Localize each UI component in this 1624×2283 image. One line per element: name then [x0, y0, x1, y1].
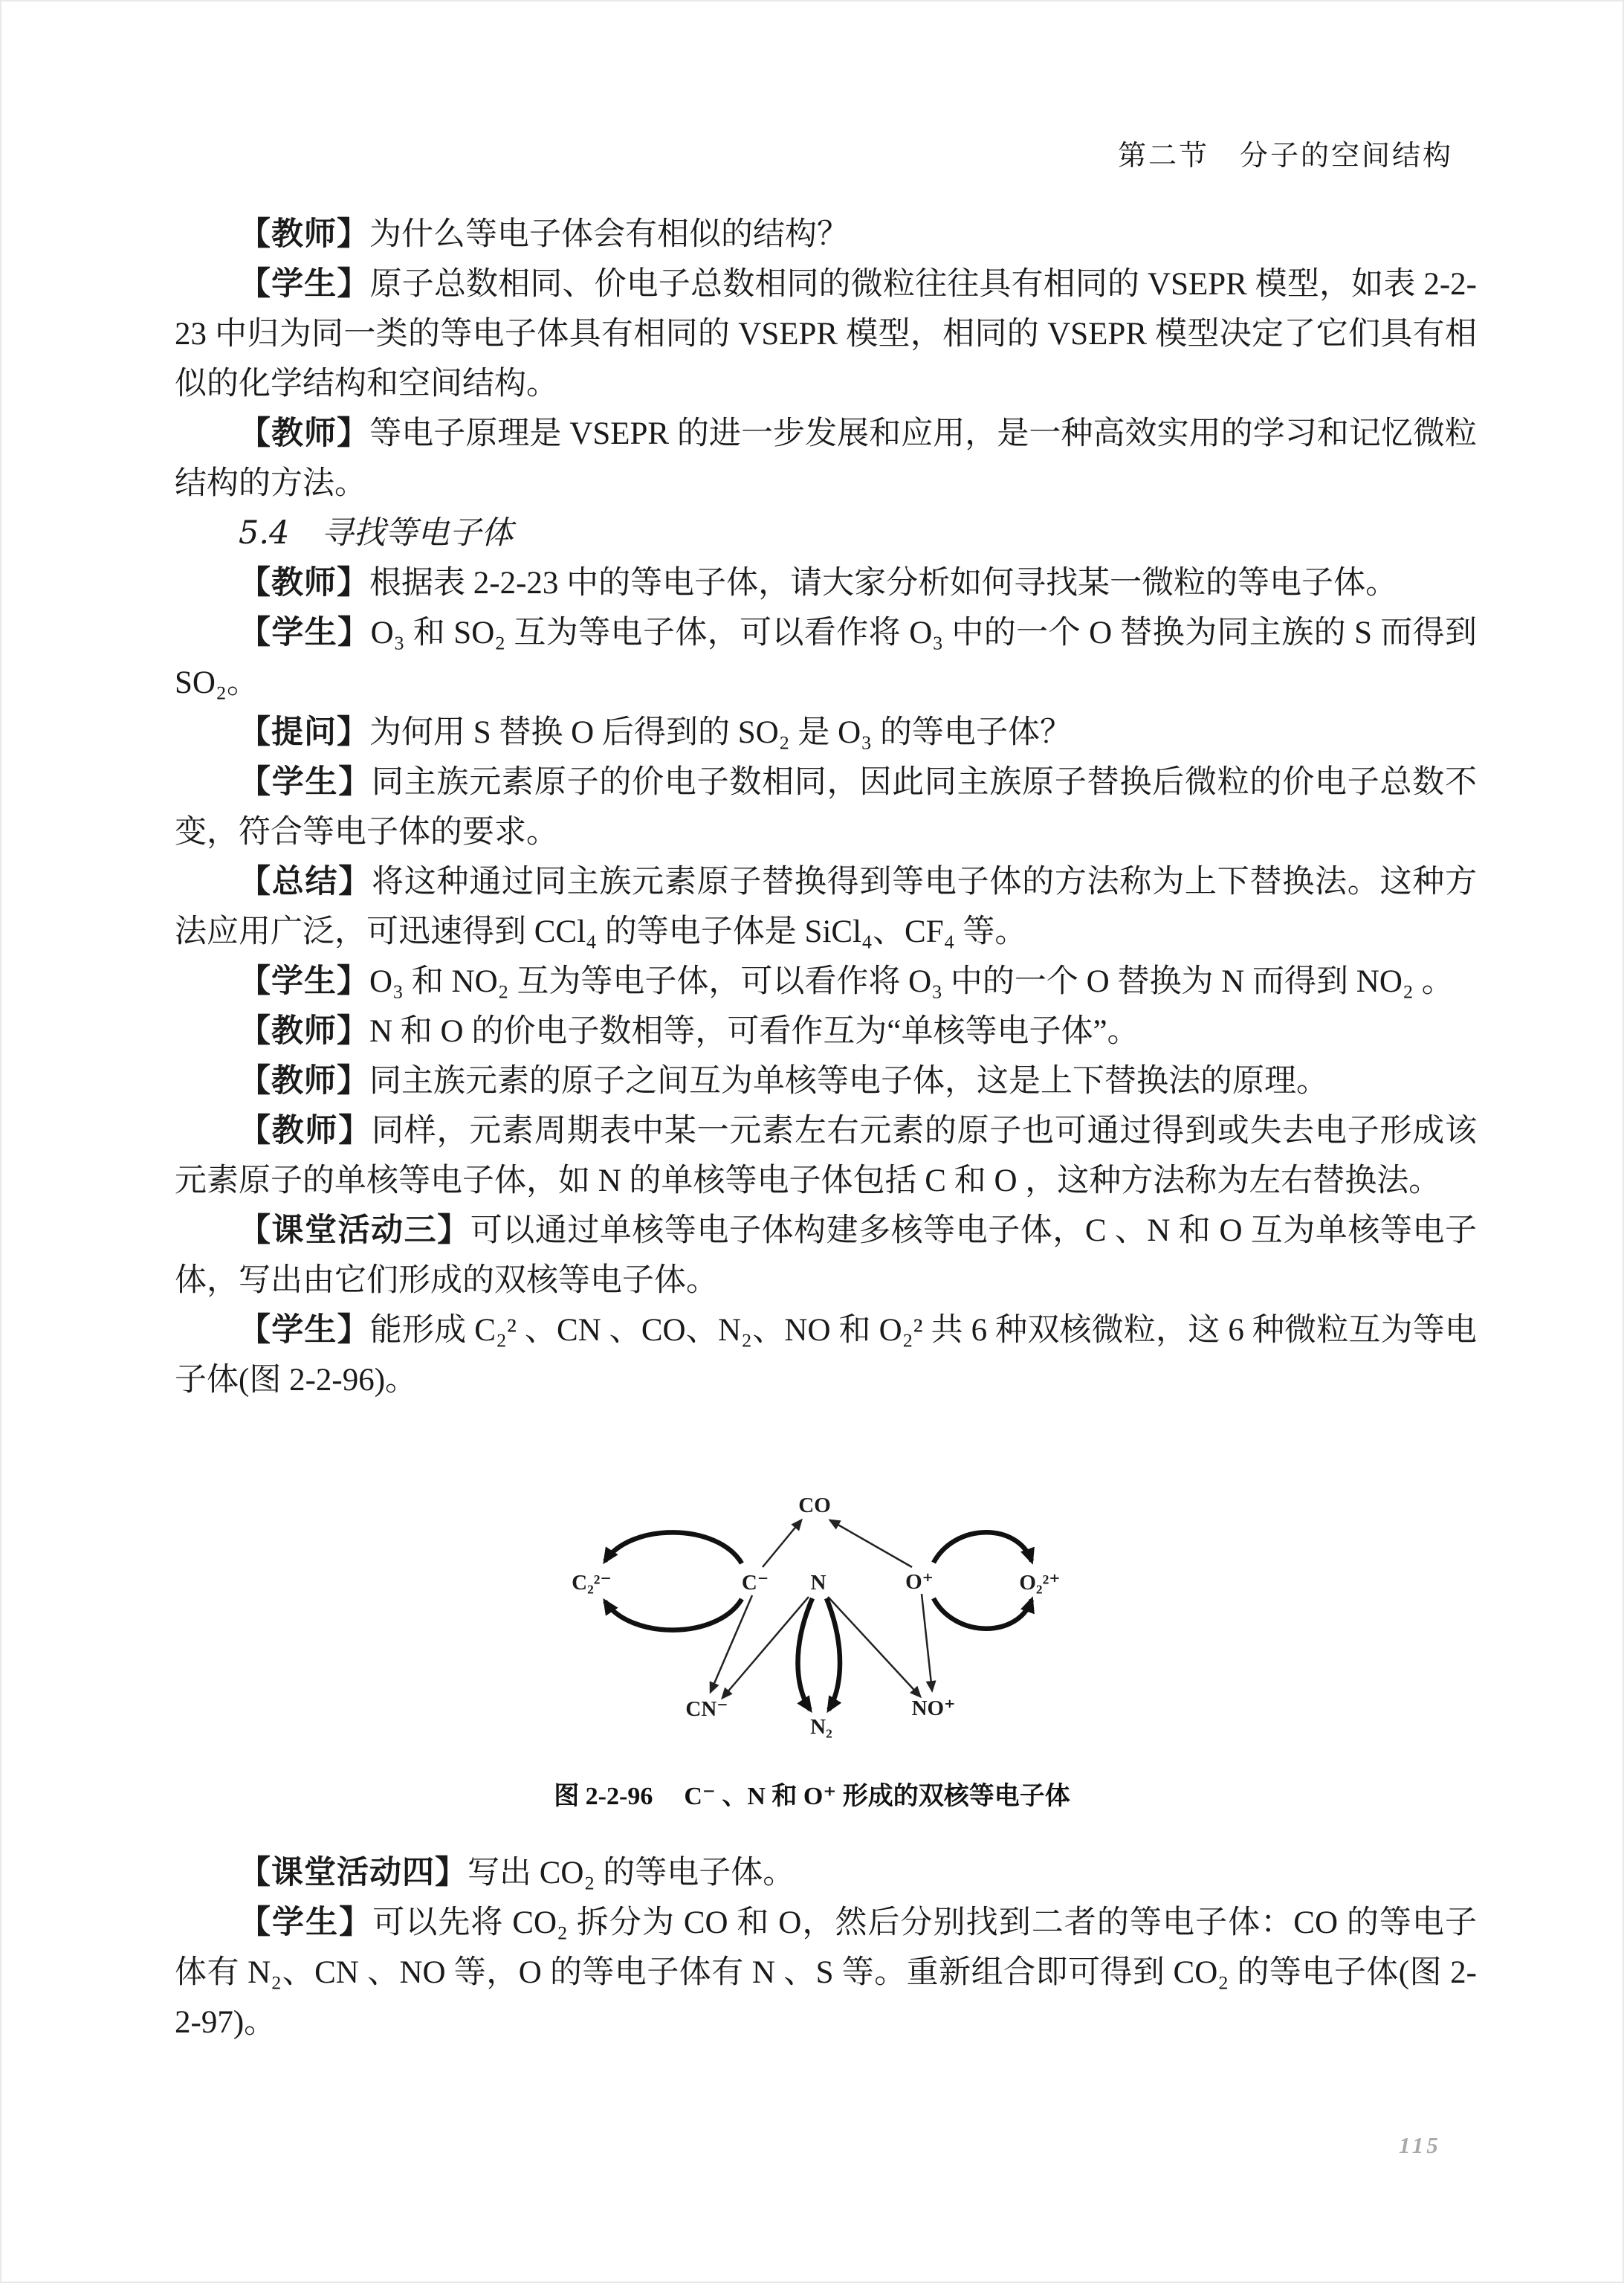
paragraph	[175, 1007, 1477, 1056]
paragraph	[175, 1206, 1477, 1305]
speaker-tag: 【学生】	[239, 615, 371, 650]
arc-o-to-o2-bottom	[934, 1598, 1032, 1629]
speaker-tag: 【学生】	[239, 963, 369, 999]
isoelectronic-diagram	[563, 1485, 1076, 1742]
paragraph-text: 为什么等电子体会有相似的结构？	[369, 217, 849, 252]
paragraph	[175, 259, 1477, 409]
paragraph-text: 同主族元素原子的价电子数相同，因此同主族原子替换后微粒的价电子总数不变，符合等电子体的要求。	[175, 765, 1478, 850]
page-header: 第二节 分子的空间结构	[1117, 141, 1453, 172]
paragraph	[175, 409, 1477, 508]
speaker-tag: 【教师】	[239, 1013, 369, 1049]
figure-caption-label: 图 2-2-96	[554, 1783, 653, 1810]
paragraph-text: 能形成 C₂² 、CN 、CO、N₂、NO 和 O₂² 共 6 种双核微粒，这 6 种微粒互为等电子体(图 2-2-96)。	[175, 1313, 1477, 1398]
speaker-tag: 【学生】	[239, 266, 370, 302]
speaker-tag: 【总结】	[239, 864, 372, 900]
paragraph	[175, 758, 1477, 857]
paragraph-text: 可以通过单核等电子体构建多核等电子体，C 、N 和 O 互为单核等电子体，写出由它们形成的双核等电子体。	[175, 1213, 1478, 1298]
speaker-tag: 【教师】	[239, 416, 370, 451]
paragraph-text: 可以先将 CO₂ 拆分为 CO 和 O，然后分别找到二者的等电子体：CO 的等电子体有 N₂、CN 、NO 等，O 的等电子体有 N 、S 等。重新组合即可得到 CO₂ 的等电子体(图 2-2-97)。	[175, 1905, 1478, 2040]
figure-2-2-96	[563, 1485, 1076, 1742]
paragraph	[175, 1898, 1477, 2047]
node-cn: CN⁻	[685, 1697, 728, 1721]
paragraph	[175, 608, 1477, 708]
paragraph	[175, 1106, 1477, 1206]
node-no: NO⁺	[911, 1696, 956, 1720]
speaker-tag: 【学生】	[239, 1905, 373, 1940]
paragraph-text: O₃ 和 SO₂ 互为等电子体，可以看作将 O₃ 中的一个 O 替换为同主族的 S 而得到 SO₂。	[175, 616, 1477, 700]
paragraph-text: 写出 CO₂ 的等电子体。	[468, 1856, 795, 1890]
node-c: C⁻	[741, 1571, 769, 1595]
node-o2: O₂²⁺	[1019, 1571, 1061, 1595]
paragraph-text: 根据表 2-2-23 中的等电子体，请大家分析如何寻找某一微粒的等电子体。	[369, 566, 1398, 601]
arc-c-to-c2-bottom	[605, 1599, 742, 1630]
paragraph-text: 同主族元素的原子之间互为单核等电子体，这是上下替换法的原理。	[369, 1064, 1328, 1099]
speaker-tag: 【学生】	[239, 764, 372, 800]
speaker-tag: 【课堂活动三】	[239, 1212, 470, 1248]
figure-caption-text: C⁻ 、N 和 O⁺ 形成的双核等电子体	[684, 1783, 1070, 1810]
paragraph	[175, 1305, 1477, 1405]
speaker-tag: 【学生】	[239, 1312, 370, 1348]
arrow-o-to-no	[922, 1594, 932, 1691]
speaker-tag: 【教师】	[239, 1063, 369, 1099]
arc-n-to-n2-left	[798, 1598, 812, 1710]
paragraph	[175, 1848, 1477, 1898]
figure-caption	[0, 1775, 1624, 1812]
node-o: O⁺	[905, 1570, 934, 1594]
arc-c-to-c2-top	[605, 1532, 742, 1563]
arrow-n-to-no	[828, 1597, 920, 1696]
paragraph	[175, 558, 1477, 608]
paragraph	[175, 857, 1477, 957]
paragraph-text: 为何用 S 替换 O 后得到的 SO₂ 是 O₃ 的等电子体？	[369, 715, 1072, 750]
speaker-tag: 【教师】	[239, 565, 369, 601]
paragraph	[175, 957, 1477, 1007]
body-text-lower	[175, 1848, 1477, 2047]
speaker-tag: 【教师】	[239, 1113, 372, 1149]
paragraph-text: 同样，元素周期表中某一元素左右元素的原子也可通过得到或失去电子形成该元素原子的单核等电子体，如 N 的单核等电子体包括 C 和 O ，这种方法称为左右替换法。	[175, 1114, 1478, 1198]
arrow-c-to-co	[763, 1520, 801, 1567]
speaker-tag: 【教师】	[239, 216, 369, 252]
heading-text: 5.4 寻找等电子体	[239, 514, 514, 552]
section-heading	[175, 508, 1477, 558]
node-co: CO	[798, 1494, 831, 1517]
paragraph-text: 等电子原理是 VSEPR 的进一步发展和应用，是一种高效实用的学习和记忆微粒结构的方法。	[175, 416, 1477, 501]
page-number: 115	[1399, 2132, 1441, 2158]
paragraph-text: 原子总数相同、价电子总数相同的微粒往往具有相同的 VSEPR 模型，如表 2-2-23 中归为同一类的等电子体具有相同的 VSEPR 模型，相同的 VSEPR 模型决定了它们具有相似的化学结构和空间结构。	[175, 267, 1478, 401]
arc-n-to-n2-right	[826, 1598, 840, 1710]
arrow-n-to-cn	[722, 1597, 809, 1698]
node-c2: C₂²⁻	[572, 1571, 612, 1595]
arrow-o-to-co	[830, 1520, 912, 1567]
paragraph-text: O₃ 和 NO₂ 互为等电子体，可以看作将 O₃ 中的一个 O 替换为 N 而得到 NO₂ 。	[369, 964, 1454, 999]
paragraph	[175, 210, 1477, 259]
speaker-tag: 【提问】	[239, 714, 369, 750]
node-n2: N₂	[810, 1715, 832, 1739]
body-text-upper	[175, 210, 1477, 1405]
paragraph-text: N 和 O 的价电子数相等，可看作互为“单核等电子体”。	[369, 1014, 1139, 1049]
paragraph	[175, 1056, 1477, 1106]
paragraph	[175, 708, 1477, 758]
arc-o-to-o2-top	[934, 1532, 1032, 1563]
paragraph-text: 将这种通过同主族元素原子替换得到等电子体的方法称为上下替换法。这种方法应用广泛，可迅速得到 CCl₄ 的等电子体是 SiCl₄、CF₄ 等。	[175, 865, 1478, 949]
node-n: N	[810, 1571, 826, 1595]
speaker-tag: 【课堂活动四】	[239, 1855, 468, 1890]
